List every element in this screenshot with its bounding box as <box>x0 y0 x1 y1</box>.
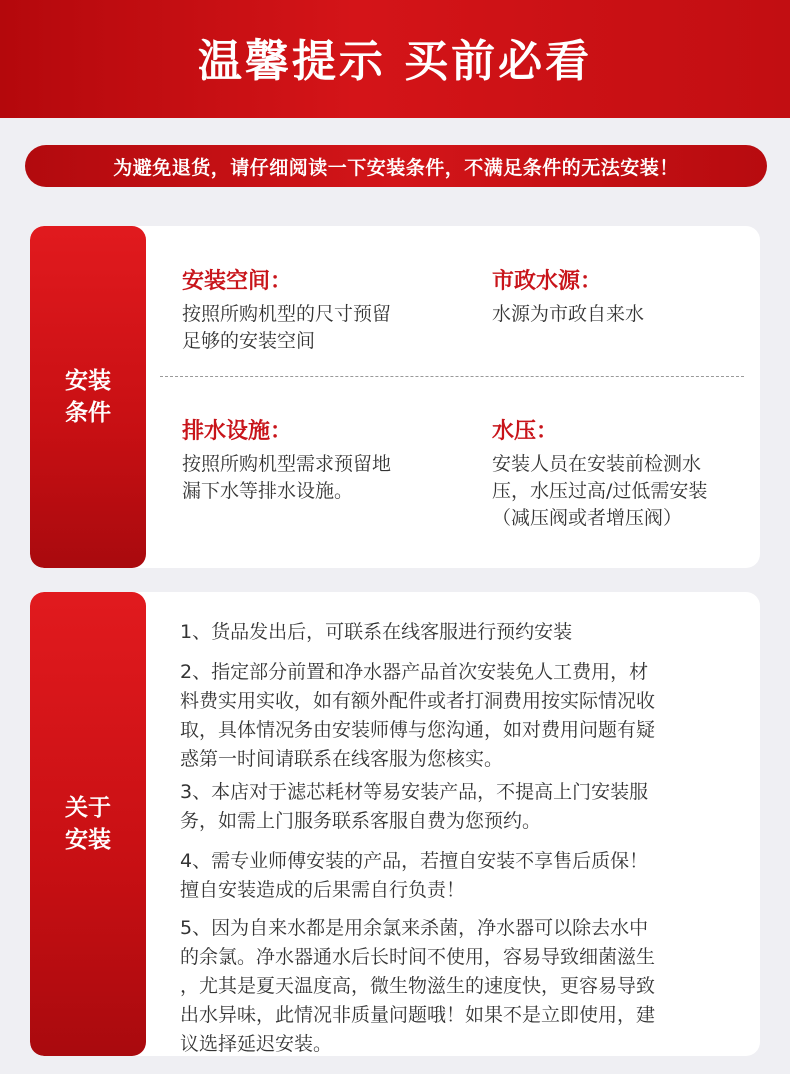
condition-title: 排水设施： <box>182 419 293 444</box>
list-item-line: 的余氯。净水器通水后长时间不使用，容易导致细菌滋生 <box>180 946 656 968</box>
condition-desc-line: （减压阀或者增压阀） <box>492 507 683 529</box>
list-item <box>180 914 740 1056</box>
install-conditions-side-label <box>30 226 146 568</box>
condition-desc-line: 安装人员在安装前检测水 <box>492 453 702 475</box>
condition-desc-line: 压，水压过高/过低需安装 <box>492 480 708 502</box>
condition-desc-line: 足够的安装空间 <box>182 330 316 352</box>
list-item-line: 5、因为自来水都是用余氯来杀菌，净水器可以除去水中 <box>180 917 649 939</box>
header-banner <box>0 0 790 118</box>
list-item-line: 议选择延迟安装。 <box>180 1033 333 1055</box>
notice-banner <box>25 145 767 187</box>
notice-text: 为避免退货，请仔细阅读一下安装条件，不满足条件的无法安装！ <box>113 156 679 179</box>
condition-title: 水压： <box>492 419 559 444</box>
list-item-line: 3、本店对于滤芯耗材等易安装产品，不提高上门安装服 <box>180 781 649 803</box>
dashed-divider <box>160 376 744 377</box>
condition-drainage <box>182 414 452 505</box>
list-item-line: 4、需专业师傅安装的产品，若擅自安装不享售后质保！ <box>180 850 649 872</box>
condition-desc-line: 按照所购机型需求预留地 <box>182 453 392 475</box>
page-title: 温馨提示 买前必看 <box>197 36 593 87</box>
list-item-line: 料费实用实收，如有额外配件或者打洞费用按实际情况收 <box>180 690 656 712</box>
list-item-line: 惑第一时间请联系在线客服为您核实。 <box>180 748 504 770</box>
list-item <box>180 658 740 774</box>
list-item-line: 取，具体情况务由安装师傅与您沟通，如对费用问题有疑 <box>180 719 656 741</box>
condition-desc-line: 水源为市政自来水 <box>492 303 645 325</box>
about-install-list <box>180 618 740 1056</box>
condition-desc-line: 漏下水等排水设施。 <box>182 480 354 502</box>
condition-title: 市政水源： <box>492 269 603 294</box>
list-item-line: ，尤其是夏天温度高，微生物滋生的速度快，更容易导致 <box>180 975 656 997</box>
condition-water-source <box>492 264 752 328</box>
list-item-line: 务，如需上门服务联系客服自费为您预约。 <box>180 810 542 832</box>
list-item <box>180 618 740 647</box>
condition-install-space <box>182 264 452 355</box>
about-install-panel <box>30 592 760 1056</box>
side-label-line: 安装 <box>65 827 111 853</box>
list-item-line: 出水异味，此情况非质量问题哦！如果不是立即使用，建 <box>180 1004 656 1026</box>
list-item-line: 1、货品发出后，可联系在线客服进行预约安装 <box>180 621 573 643</box>
install-conditions-panel <box>30 226 760 568</box>
about-install-side-label <box>30 592 146 1056</box>
list-item <box>180 847 740 905</box>
list-item-line: 2、指定部分前置和净水器产品首次安装免人工费用，材 <box>180 661 649 683</box>
side-label-line: 条件 <box>65 400 111 426</box>
condition-water-pressure <box>492 414 754 532</box>
side-label-line: 关于 <box>65 795 111 821</box>
condition-desc-line: 按照所购机型的尺寸预留 <box>182 303 392 325</box>
list-item-line: 擅自安装造成的后果需自行负责！ <box>180 879 466 901</box>
list-item <box>180 778 740 836</box>
side-label-line: 安装 <box>65 368 111 394</box>
condition-title: 安装空间： <box>182 269 293 294</box>
